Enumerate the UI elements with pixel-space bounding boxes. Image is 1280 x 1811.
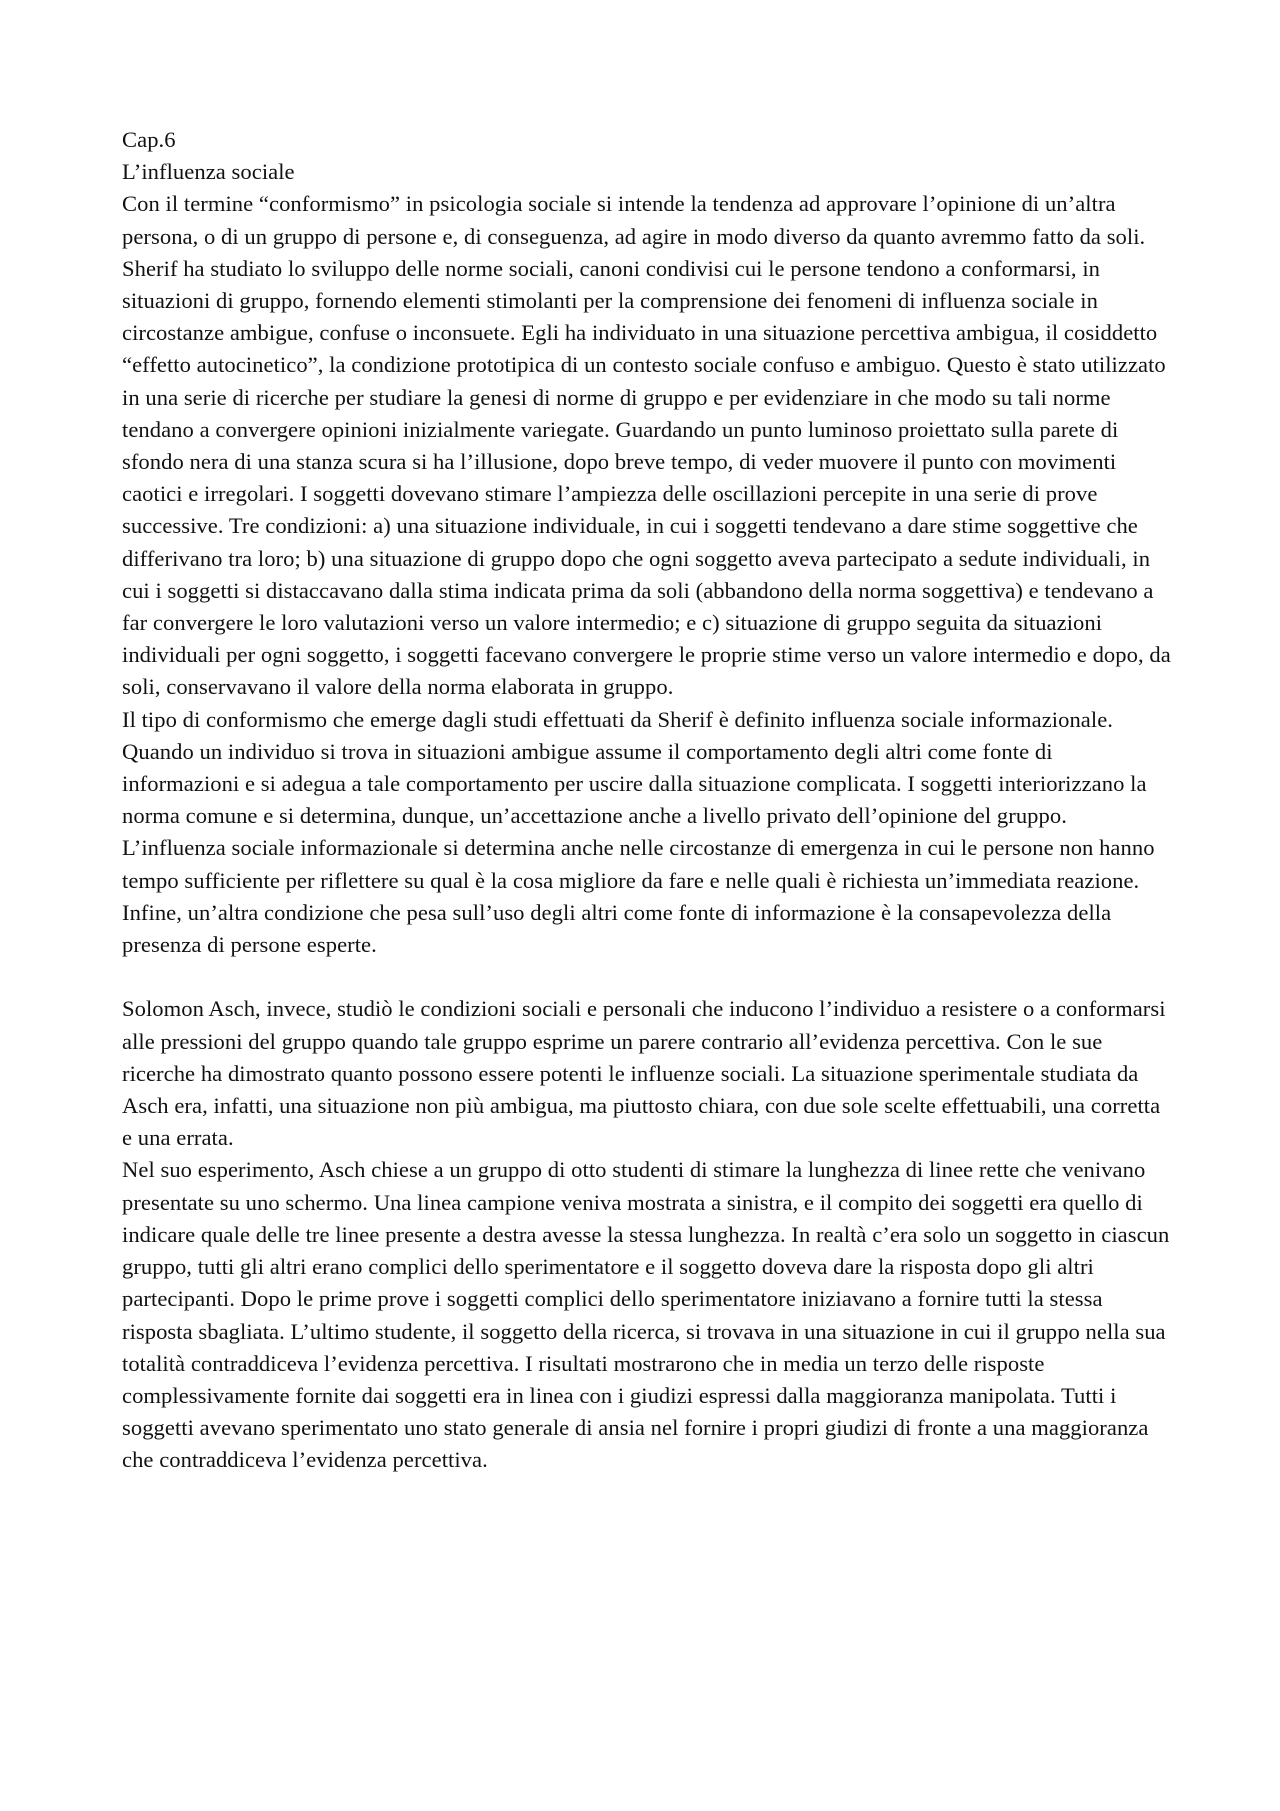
paragraph-sherif-study: Sherif ha studiato lo sviluppo delle norme sociali, canoni condivisi cui le persone tendono a conformarsi, in situazioni di gruppo, fornendo elementi stimolanti per la comprensione dei fenomeni di influenza sociale in circostanze ambigue, confuse o inconsuete. Egli ha individuato in una situazione percettiva ambigua, il cosiddetto “effetto autocinetico”, la condizione prototipica di un contesto sociale confuso e ambiguo. Questo è stato utilizzato in una serie di ricerche per studiare la genesi di norme di gruppo e per evidenziare in che modo su tali norme tendano a convergere opinioni inizialmente variegate. Guardando un punto luminoso proiettato sulla parete di sfondo nera di una stanza scura si ha l’illusione, dopo breve tempo, di veder muovere il punto con movimenti caotici e irregolari. I soggetti dovevano stimare l’ampiezza delle oscillazioni percepite in una serie di prove successive. Tre condizioni: a) una situazione individuale, in cui i soggetti tendevano a dare stime soggettive che differivano tra loro; b) una situazione di gruppo dopo che ogni soggetto aveva partecipato a sedute individuali, in cui i soggetti si distaccavano dalla stima indicata prima da soli (abbandono della norma soggettiva) e tendevano a far convergere le loro valutazioni verso un valore intermedio; e c) situazione di gruppo seguita da situazioni individuali per ogni soggetto, i soggetti facevano convergere le proprie stime verso un valore intermedio e dopo, da soli, conservavano il valore della norma elaborata in gruppo. bbox=[122, 255, 1171, 700]
chapter-label: Cap.6 bbox=[122, 127, 176, 152]
paragraph-asch-experiment: Nel suo esperimento, Asch chiese a un gruppo di otto studenti di stimare la lunghezza di linee rette che venivano presentate su uno schermo. Una linea campione veniva mostrata a sinistra, e il compito dei soggetti era quello di indicare quale delle tre linee presente a destra avesse la stessa lunghezza. In realtà c’era solo un soggetto in ciascun gruppo, tutti gli altri erano complici dello sperimentatore e il soggetto doveva dare la risposta dopo gli altri partecipanti. Dopo le prime prove i soggetti complici dello sperimentatore iniziavano a fornire tutti la stessa risposta sbagliata. L’ultimo studente, il soggetto della ricerca, si trovava in una situazione in cui il gruppo nella sua totalità contraddiceva l’evidenza percettiva. I risultati mostrarono che in media un terzo delle risposte complessivamente fornite dai soggetti era in linea con i giudizi espressi dalla maggioranza manipolata. Tutti i soggetti avevano sperimentato uno stato generale di ansia nel fornire i propri giudizi di fronte a una maggioranza che contraddiceva l’evidenza percettiva. bbox=[122, 1157, 1170, 1473]
paragraph-spacer bbox=[122, 961, 1172, 993]
paragraph-asch-intro: Solomon Asch, invece, studiò le condizioni sociali e personali che inducono l’individuo a resistere o a conformarsi alle pressioni del gruppo quando tale gruppo esprime un parere contrario all’evidenza percettiva. Con le sue ricerche ha dimostrato quanto possono essere potenti le influenze sociali. La situazione sperimentale studiata da Asch era, infatti, una situazione non più ambigua, ma piuttosto chiara, con due sole scelte effettuabili, una corretta e una errata. bbox=[122, 996, 1166, 1151]
paragraph-informational-influence: Il tipo di conformismo che emerge dagli studi effettuati da Sherif è definito influenza sociale informazionale. Quando un individuo si trova in situazioni ambigue assume il comportamento degli altri come fonte di informazioni e si adegua a tale comportamento per uscire dalla situazione complicata. I soggetti interiorizzano la norma comune e si determina, dunque, un’accettazione anche a livello privato dell’opinione del gruppo. L’influenza sociale informazionale si determina anche nelle circostanze di emergenza in cui le persone non hanno tempo sufficiente per riflettere su qual è la cosa migliore da fare e nelle quali è richiesta un’immediata reazione. Infine, un’altra condizione che pesa sull’uso degli altri come fonte di informazione è la consapevolezza della presenza di persone esperte. bbox=[122, 706, 1155, 958]
chapter-title: L’influenza sociale bbox=[122, 159, 295, 185]
paragraph-conformism-definition: Con il termine “conformismo” in psicologia sociale si intende la tendenza ad approvare l’opinione di un’altra persona, o di un gruppo di persone e, di conseguenza, ad agire in modo diverso da quanto avremmo fatto da soli. bbox=[122, 191, 1146, 249]
document-body bbox=[122, 124, 1172, 1477]
